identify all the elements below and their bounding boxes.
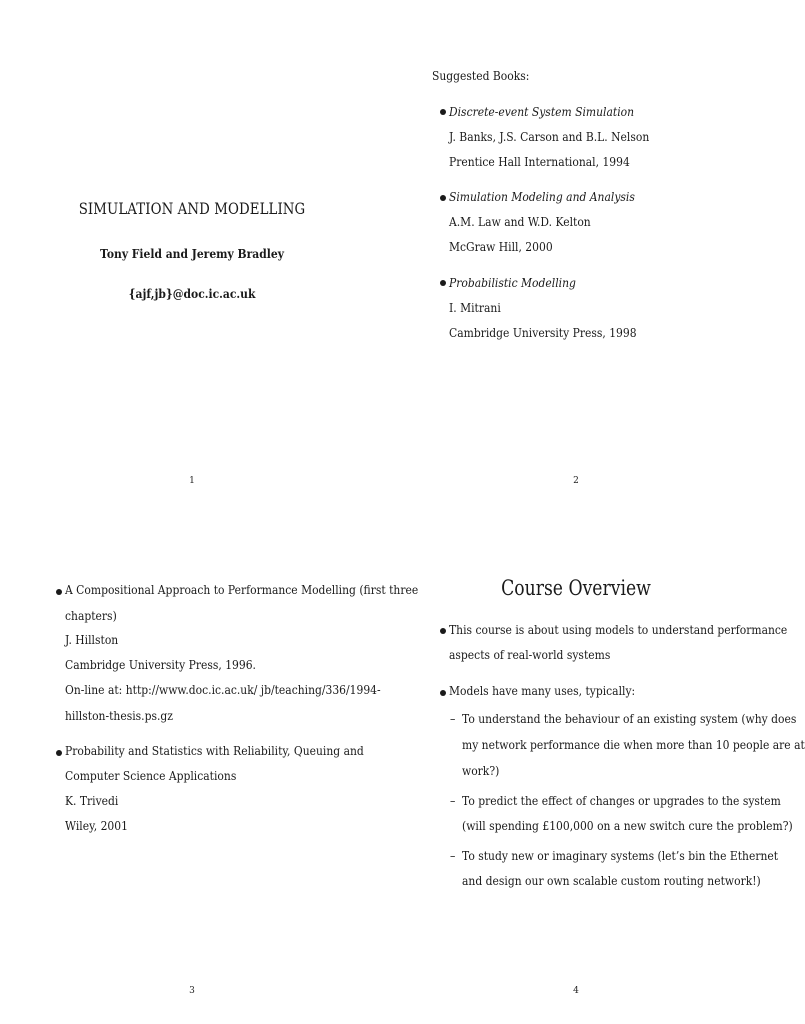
overview-line: Models have many uses, typically:: [449, 683, 636, 698]
reference-line: Cambridge University Press, 1996.: [65, 657, 256, 672]
authors: Tony Field and Jeremy Bradley: [100, 246, 284, 261]
reference-line: hillston-thesis.ps.gz: [65, 708, 173, 723]
reference-line: chapters): [65, 608, 117, 623]
email-address: {ajf,jb}@doc.ic.ac.uk: [128, 286, 256, 301]
page-number: 2: [573, 476, 579, 486]
bullet-icon: [440, 109, 446, 115]
reference-line: On-line at: http://www.doc.ic.ac.uk/ jb/teaching/336/1994-: [65, 682, 381, 697]
slide-title: Course Overview: [501, 576, 651, 600]
dash-marker: –: [450, 848, 456, 863]
bullet-icon: [56, 750, 62, 756]
overview-line: This course is about using models to understand performance: [449, 622, 788, 637]
reference-line: Computer Science Applications: [65, 768, 237, 783]
book-title: Probabilistic Modelling: [449, 275, 576, 290]
subitem-line: To understand the behaviour of an existing system (why does: [462, 711, 797, 726]
bullet-icon: [440, 628, 446, 634]
document-title: SIMULATION AND MODELLING: [78, 200, 306, 218]
book-authors: I. Mitrani: [449, 300, 501, 315]
book-publisher: Cambridge University Press, 1998: [449, 325, 637, 340]
book-authors: A.M. Law and W.D. Kelton: [449, 214, 591, 229]
subitem-line: work?): [462, 763, 500, 778]
book-title: Simulation Modeling and Analysis: [449, 189, 635, 204]
subitem-line: my network performance die when more than 10 people are at: [462, 737, 805, 752]
bullet-icon: [440, 690, 446, 696]
dash-marker: –: [450, 793, 456, 808]
book-publisher: McGraw Hill, 2000: [449, 239, 553, 254]
slide-4: [384, 512, 805, 1024]
overview-line: aspects of real-world systems: [449, 647, 611, 662]
subitem-line: (will spending £100,000 on a new switch cure the problem?): [462, 818, 793, 833]
slide-3: [0, 512, 419, 1024]
suggested-books-heading: Suggested Books:: [432, 68, 530, 83]
bullet-icon: [440, 195, 446, 201]
book-publisher: Prentice Hall International, 1994: [449, 154, 630, 169]
page-number: 3: [189, 986, 195, 996]
book-title: Discrete-event System Simulation: [449, 104, 635, 119]
reference-line: Wiley, 2001: [65, 818, 128, 833]
bullet-icon: [56, 589, 62, 595]
slide-2: [384, 0, 768, 512]
reference-line: K. Trivedi: [65, 793, 119, 808]
page-number: 4: [573, 986, 579, 996]
reference-line: J. Hillston: [65, 632, 119, 647]
book-authors: J. Banks, J.S. Carson and B.L. Nelson: [449, 129, 650, 144]
subitem-line: To study new or imaginary systems (let’s bin the Ethernet: [462, 848, 779, 863]
slide-1: [0, 0, 384, 512]
page-number: 1: [189, 476, 195, 486]
bullet-icon: [440, 280, 446, 286]
reference-line: Probability and Statistics with Reliability, Queuing and: [65, 743, 364, 758]
dash-marker: –: [450, 711, 456, 726]
subitem-line: and design our own scalable custom routing network!): [462, 873, 761, 888]
subitem-line: To predict the effect of changes or upgrades to the system: [462, 793, 781, 808]
reference-line: A Compositional Approach to Performance Modelling (first three: [65, 582, 419, 597]
